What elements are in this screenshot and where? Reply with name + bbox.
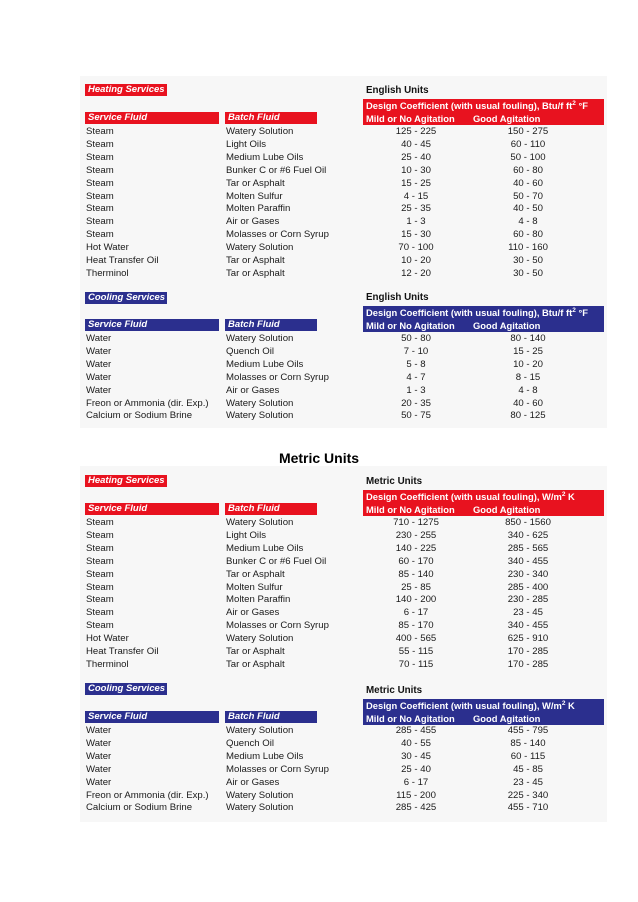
table-row xyxy=(80,568,607,581)
coef-sup: 2 xyxy=(561,699,566,707)
service-fluid-cell: Steam xyxy=(86,126,114,137)
good-agitation-cell: 30 - 50 xyxy=(513,267,543,279)
batch-fluid-cell: Molten Paraffin xyxy=(226,203,291,215)
service-fluid-cell: Steam xyxy=(86,529,114,541)
mild-agitation-cell: 7 - 10 xyxy=(403,345,429,357)
mild-agitation-cell: 85 - 140 xyxy=(398,568,434,580)
good-agitation-cell: 4 - 8 xyxy=(518,216,538,228)
batch-fluid-cell: Quench Oil xyxy=(226,737,274,749)
batch-fluid-cell: Molten Sulfur xyxy=(226,190,283,202)
good-agitation-cell: 225 - 340 xyxy=(507,789,549,801)
table-row xyxy=(80,516,607,529)
batch-fluid-cell: Watery Solution xyxy=(226,397,294,409)
table-row xyxy=(80,737,607,750)
service-fluid-cell: Steam xyxy=(86,229,114,241)
good-agitation-cell: 850 - 1560 xyxy=(505,517,551,528)
service-fluid-cell: Steam xyxy=(86,177,114,189)
batch-fluid-cell: Watery Solution xyxy=(226,633,294,645)
metric-units-label: Metric Units xyxy=(366,476,423,487)
batch-fluid-cell: Watery Solution xyxy=(226,725,294,736)
service-fluid-cell: Steam xyxy=(86,164,114,176)
coef-title: Design Coefficient (with usual fouling), Btu/f ft xyxy=(366,307,573,318)
table-row xyxy=(80,254,607,267)
batch-fluid-cell: Molasses or Corn Syrup xyxy=(226,763,329,775)
mild-agitation-cell: 30 - 45 xyxy=(401,750,431,762)
table-row xyxy=(80,529,607,542)
table-row xyxy=(80,397,607,410)
service-fluid-cell: Steam xyxy=(86,594,114,606)
service-fluid-cell: Steam xyxy=(86,138,114,150)
metric-units-table xyxy=(80,466,607,822)
coef-title: Design Coefficient (with usual fouling), W/m xyxy=(366,491,562,502)
good-header: Good Agitation xyxy=(473,113,541,124)
service-fluid-cell: Water xyxy=(86,384,112,396)
mild-header: Mild or No Agitation xyxy=(366,113,455,124)
good-agitation-cell: 50 - 70 xyxy=(513,190,543,202)
design-coefficient-header-cooling xyxy=(363,699,604,725)
service-fluid-cell: Steam xyxy=(86,581,114,593)
mild-agitation-cell: 10 - 20 xyxy=(401,255,431,266)
batch-fluid-cell: Medium Lube Oils xyxy=(226,542,304,554)
agitation-header-row xyxy=(363,503,604,516)
table-row xyxy=(80,358,607,371)
service-fluid-cell: Freon or Ammonia (dir. Exp.) xyxy=(86,789,209,801)
mild-agitation-cell: 4 - 7 xyxy=(406,371,426,383)
batch-fluid-cell: Tar or Asphalt xyxy=(226,568,285,580)
service-fluid-cell: Water xyxy=(86,776,112,788)
mild-agitation-cell: 285 - 425 xyxy=(395,802,437,814)
mild-agitation-cell: 1 - 3 xyxy=(406,384,426,396)
coef-unit: °F xyxy=(575,307,588,318)
mild-agitation-cell: 5 - 8 xyxy=(406,358,426,370)
mild-agitation-cell: 6 - 17 xyxy=(403,776,429,788)
mild-agitation-cell: 140 - 225 xyxy=(395,542,437,554)
mild-header: Mild or No Agitation xyxy=(366,504,455,515)
mild-agitation-cell: 15 - 30 xyxy=(401,229,431,241)
table-row xyxy=(80,177,607,190)
good-agitation-cell: 340 - 455 xyxy=(507,620,549,632)
mild-agitation-cell: 50 - 80 xyxy=(401,333,431,344)
cooling-services-label: Cooling Services xyxy=(85,292,167,304)
batch-fluid-cell: Medium Lube Oils xyxy=(226,750,304,762)
table-row xyxy=(80,164,607,177)
mild-agitation-cell: 50 - 75 xyxy=(401,410,431,422)
service-fluid-cell: Water xyxy=(86,725,112,736)
batch-fluid-cell: Molasses or Corn Syrup xyxy=(226,229,329,241)
mild-agitation-cell: 70 - 100 xyxy=(398,242,434,254)
coef-sup: 2 xyxy=(572,306,576,314)
mild-agitation-cell: 10 - 30 xyxy=(401,164,431,176)
service-fluid-cell: Calcium or Sodium Brine xyxy=(86,410,193,422)
service-fluid-cell: Therminol xyxy=(86,658,129,670)
service-fluid-cell: Water xyxy=(86,345,112,357)
table-row xyxy=(80,384,607,397)
mild-agitation-cell: 25 - 35 xyxy=(401,203,431,215)
good-agitation-cell: 23 - 45 xyxy=(513,607,543,619)
mild-agitation-cell: 125 - 225 xyxy=(395,126,437,137)
good-agitation-cell: 110 - 160 xyxy=(508,242,548,254)
good-agitation-cell: 170 - 285 xyxy=(507,646,549,657)
mild-agitation-cell: 230 - 255 xyxy=(395,529,437,541)
table-row xyxy=(80,241,607,254)
batch-fluid-cell: Air or Gases xyxy=(226,384,280,396)
mild-agitation-cell: 55 - 115 xyxy=(398,646,434,657)
batch-fluid-header-cooling: Batch Fluid xyxy=(225,711,317,723)
service-fluid-cell: Water xyxy=(86,763,112,775)
good-agitation-cell: 60 - 110 xyxy=(510,138,546,150)
good-agitation-cell: 40 - 60 xyxy=(513,177,543,189)
mild-agitation-cell: 40 - 45 xyxy=(401,138,431,150)
batch-fluid-cell: Tar or Asphalt xyxy=(226,658,285,670)
good-agitation-cell: 80 - 140 xyxy=(510,333,546,344)
service-fluid-header-cooling: Service Fluid xyxy=(85,711,219,723)
batch-fluid-cell: Light Oils xyxy=(226,138,266,150)
table-row xyxy=(80,409,607,422)
batch-fluid-cell: Watery Solution xyxy=(226,802,294,814)
good-agitation-cell: 170 - 285 xyxy=(507,658,549,670)
good-header: Good Agitation xyxy=(473,504,541,515)
batch-fluid-cell: Watery Solution xyxy=(226,410,294,422)
table-row xyxy=(80,763,607,776)
table-row xyxy=(80,606,607,619)
good-agitation-cell: 150 - 275 xyxy=(507,126,549,137)
good-agitation-cell: 23 - 45 xyxy=(513,776,543,788)
mild-agitation-cell: 25 - 40 xyxy=(401,763,431,775)
mild-agitation-cell: 285 - 455 xyxy=(395,725,437,736)
good-agitation-cell: 40 - 50 xyxy=(513,203,543,215)
mild-agitation-cell: 12 - 20 xyxy=(401,267,431,279)
table-row xyxy=(80,345,607,358)
mild-agitation-cell: 400 - 565 xyxy=(395,633,437,645)
good-agitation-cell: 8 - 15 xyxy=(515,371,541,383)
table-row xyxy=(80,801,607,814)
table-row xyxy=(80,267,607,280)
mild-agitation-cell: 25 - 40 xyxy=(401,151,431,163)
service-fluid-cell: Steam xyxy=(86,607,114,619)
batch-fluid-cell: Tar or Asphalt xyxy=(226,177,285,189)
good-agitation-cell: 340 - 455 xyxy=(507,555,549,567)
good-agitation-cell: 285 - 400 xyxy=(507,581,549,593)
cooling-services-label: Cooling Services xyxy=(85,683,167,695)
batch-fluid-cell: Bunker C or #6 Fuel Oil xyxy=(226,555,327,567)
mild-header: Mild or No Agitation xyxy=(366,713,455,724)
service-fluid-cell: Water xyxy=(86,333,112,344)
service-fluid-cell: Freon or Ammonia (dir. Exp.) xyxy=(86,397,209,409)
batch-fluid-cell: Watery Solution xyxy=(226,517,294,528)
batch-fluid-cell: Bunker C or #6 Fuel Oil xyxy=(226,164,327,176)
service-fluid-cell: Steam xyxy=(86,190,114,202)
mild-agitation-cell: 85 - 170 xyxy=(398,620,434,632)
coef-unit: K xyxy=(565,491,575,502)
table-row xyxy=(80,776,607,789)
batch-fluid-cell: Molasses or Corn Syrup xyxy=(226,371,329,383)
batch-fluid-cell: Tar or Asphalt xyxy=(226,255,285,266)
service-fluid-cell: Water xyxy=(86,371,112,383)
table-row xyxy=(80,658,607,671)
service-fluid-cell: Hot Water xyxy=(86,633,129,645)
service-fluid-header: Service Fluid xyxy=(85,503,219,515)
design-coefficient-header-cooling xyxy=(363,306,604,332)
batch-fluid-header: Batch Fluid xyxy=(225,112,317,124)
mild-agitation-cell: 710 - 1275 xyxy=(393,517,439,528)
good-header: Good Agitation xyxy=(473,713,541,724)
good-agitation-cell: 10 - 20 xyxy=(513,358,543,370)
table-row xyxy=(80,332,607,345)
good-agitation-cell: 455 - 795 xyxy=(507,725,549,736)
table-row xyxy=(80,555,607,568)
service-fluid-cell: Water xyxy=(86,737,112,749)
table-row xyxy=(80,750,607,763)
service-fluid-cell: Hot Water xyxy=(86,242,129,254)
service-fluid-cell: Therminol xyxy=(86,267,129,279)
mild-agitation-cell: 60 - 170 xyxy=(398,555,434,567)
agitation-header-row xyxy=(363,319,604,332)
batch-fluid-cell: Medium Lube Oils xyxy=(226,151,304,163)
good-agitation-cell: 60 - 80 xyxy=(513,164,543,176)
batch-fluid-header: Batch Fluid xyxy=(225,503,317,515)
batch-fluid-cell: Air or Gases xyxy=(226,216,280,228)
good-agitation-cell: 40 - 60 xyxy=(513,397,543,409)
table-row xyxy=(80,542,607,555)
good-agitation-cell: 4 - 8 xyxy=(518,384,538,396)
service-fluid-header: Service Fluid xyxy=(85,112,219,124)
design-coefficient-header xyxy=(363,99,604,125)
service-fluid-cell: Steam xyxy=(86,203,114,215)
service-fluid-cell: Steam xyxy=(86,542,114,554)
coef-sup: 2 xyxy=(572,99,576,107)
agitation-header-row xyxy=(363,112,604,125)
batch-fluid-cell: Tar or Asphalt xyxy=(226,267,285,279)
batch-fluid-cell: Watery Solution xyxy=(226,242,294,254)
table-row xyxy=(80,371,607,384)
english-units-table xyxy=(80,76,607,428)
good-agitation-cell: 50 - 100 xyxy=(510,151,546,163)
good-agitation-cell: 625 - 910 xyxy=(507,633,549,645)
service-fluid-cell: Steam xyxy=(86,216,114,228)
service-fluid-cell: Steam xyxy=(86,555,114,567)
table-row xyxy=(80,789,607,802)
good-agitation-cell: 455 - 710 xyxy=(507,802,549,814)
table-row xyxy=(80,202,607,215)
good-agitation-cell: 60 - 115 xyxy=(510,750,546,762)
table-row xyxy=(80,228,607,241)
mild-agitation-cell: 1 - 3 xyxy=(406,216,426,228)
good-header: Good Agitation xyxy=(473,320,541,331)
mild-agitation-cell: 6 - 17 xyxy=(403,607,429,619)
table-row xyxy=(80,632,607,645)
coef-sup: 2 xyxy=(561,490,566,498)
good-agitation-cell: 85 - 140 xyxy=(510,737,546,749)
coef-unit: K xyxy=(565,700,575,711)
good-agitation-cell: 80 - 125 xyxy=(510,410,546,422)
heating-services-label: Heating Services xyxy=(85,84,167,96)
good-agitation-cell: 340 - 625 xyxy=(507,529,549,541)
batch-fluid-cell: Quench Oil xyxy=(226,345,274,357)
metric-units-heading: Metric Units xyxy=(278,450,360,466)
service-fluid-cell: Steam xyxy=(86,517,114,528)
mild-agitation-cell: 40 - 55 xyxy=(401,737,431,749)
batch-fluid-cell: Watery Solution xyxy=(226,789,294,801)
batch-fluid-cell: Watery Solution xyxy=(226,126,294,137)
batch-fluid-cell: Air or Gases xyxy=(226,776,280,788)
good-agitation-cell: 30 - 50 xyxy=(513,255,543,266)
design-coefficient-header xyxy=(363,490,604,516)
batch-fluid-cell: Medium Lube Oils xyxy=(226,358,304,370)
service-fluid-cell: Water xyxy=(86,358,112,370)
table-row xyxy=(80,125,607,138)
service-fluid-cell: Calcium or Sodium Brine xyxy=(86,802,193,814)
table-row xyxy=(80,581,607,594)
batch-fluid-cell: Light Oils xyxy=(226,529,266,541)
metric-units-label-cooling: Metric Units xyxy=(366,685,423,696)
table-row xyxy=(80,619,607,632)
good-agitation-cell: 15 - 25 xyxy=(513,345,543,357)
mild-agitation-cell: 25 - 85 xyxy=(401,581,431,593)
heating-services-label: Heating Services xyxy=(85,475,167,487)
coef-unit: °F xyxy=(575,100,588,111)
mild-agitation-cell: 15 - 25 xyxy=(401,177,431,189)
service-fluid-cell: Steam xyxy=(86,620,114,632)
table-row xyxy=(80,645,607,658)
mild-agitation-cell: 70 - 115 xyxy=(398,658,434,670)
english-units-label: English Units xyxy=(366,85,429,96)
batch-fluid-cell: Molasses or Corn Syrup xyxy=(226,620,329,632)
table-row xyxy=(80,138,607,151)
service-fluid-header-cooling: Service Fluid xyxy=(85,319,219,331)
mild-agitation-cell: 4 - 15 xyxy=(403,190,429,202)
english-units-label-cooling: English Units xyxy=(366,292,429,303)
batch-fluid-cell: Molten Paraffin xyxy=(226,594,291,606)
table-row xyxy=(80,151,607,164)
table-row xyxy=(80,215,607,228)
service-fluid-cell: Steam xyxy=(86,568,114,580)
table-row xyxy=(80,593,607,606)
service-fluid-cell: Water xyxy=(86,750,112,762)
good-agitation-cell: 285 - 565 xyxy=(507,542,549,554)
service-fluid-cell: Heat Transfer Oil xyxy=(86,646,159,657)
mild-agitation-cell: 140 - 200 xyxy=(395,594,437,606)
table-row xyxy=(80,190,607,203)
mild-agitation-cell: 115 - 200 xyxy=(396,789,436,801)
batch-fluid-cell: Tar or Asphalt xyxy=(226,646,285,657)
good-agitation-cell: 230 - 285 xyxy=(507,594,549,606)
mild-agitation-cell: 20 - 35 xyxy=(401,397,431,409)
good-agitation-cell: 60 - 80 xyxy=(513,229,543,241)
table-row xyxy=(80,724,607,737)
coef-title: Design Coefficient (with usual fouling), Btu/f ft xyxy=(366,100,573,111)
batch-fluid-header-cooling: Batch Fluid xyxy=(225,319,317,331)
mild-header: Mild or No Agitation xyxy=(366,320,455,331)
batch-fluid-cell: Watery Solution xyxy=(226,333,294,344)
service-fluid-cell: Steam xyxy=(86,151,114,163)
coef-title: Design Coefficient (with usual fouling), W/m xyxy=(366,700,562,711)
good-agitation-cell: 45 - 85 xyxy=(513,763,543,775)
batch-fluid-cell: Air or Gases xyxy=(226,607,280,619)
good-agitation-cell: 230 - 340 xyxy=(507,568,549,580)
batch-fluid-cell: Molten Sulfur xyxy=(226,581,283,593)
service-fluid-cell: Heat Transfer Oil xyxy=(86,255,159,266)
